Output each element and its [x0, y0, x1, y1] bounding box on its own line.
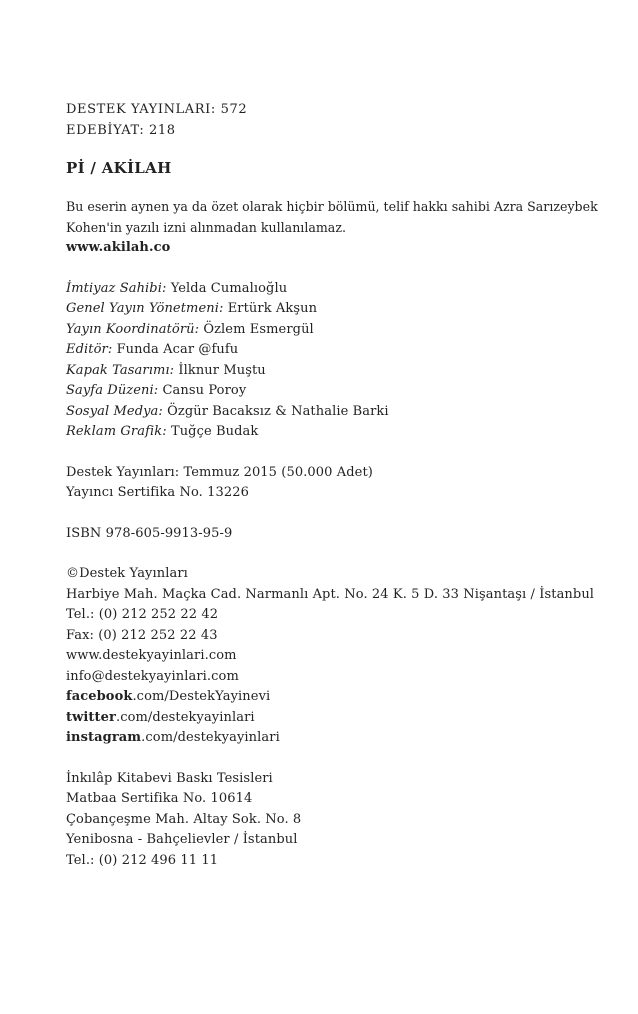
instagram-label: instagram — [66, 730, 142, 745]
credit-person: Özlem Esmergül — [203, 321, 314, 337]
instagram-link[interactable] — [66, 728, 626, 749]
isbn: ISBN 978-605-9913-95-9 — [66, 525, 233, 541]
publisher-contact — [66, 564, 626, 749]
book-title: Pİ / AKİLAH — [66, 159, 172, 177]
printer-certificate: Matbaa Sertifika No. 10614 — [66, 791, 253, 806]
copyright-notice-line-2: Kohen'in yazılı izni alınmadan kullanılamaz. — [66, 219, 346, 235]
credit-role: İmtiyaz Sahibi: — [66, 280, 167, 296]
credit-role: Editör: — [66, 342, 113, 357]
credit-person: Funda Acar @fufu — [116, 342, 239, 357]
credit-role: Genel Yayın Yönetmeni: — [66, 301, 224, 316]
credit-role: Yayın Koordinatörü: — [66, 321, 200, 337]
credit-person: İlknur Muştu — [178, 362, 266, 378]
instagram-path: .com/destekyayinlari — [141, 730, 280, 745]
credit-line — [66, 320, 626, 341]
publisher-name: ©Destek Yayınları — [66, 566, 188, 581]
twitter-label: twitter — [66, 709, 116, 725]
facebook-label: facebook — [66, 689, 133, 704]
series-number: DESTEK YAYINLARI: 572 — [66, 102, 248, 117]
copyright-notice-line-1: Bu eserin aynen ya da özet olarak hiçbir bölümü, telif hakkı sahibi Azra Sarızeybek — [66, 199, 598, 214]
printer-name: İnkılâp Kitabevi Baskı Tesisleri — [66, 770, 273, 786]
publisher-address: Harbiye Mah. Maçka Cad. Narmanlı Apt. No. 24 K. 5 D. 33 Nişantaşı / İstanbul — [66, 586, 595, 602]
credit-role: Sayfa Düzeni: — [66, 383, 159, 398]
credit-line — [66, 340, 626, 361]
credit-line — [66, 422, 626, 443]
credits-list — [66, 279, 626, 443]
credit-person: Cansu Poroy — [162, 383, 247, 398]
credit-role: Kapak Tasarımı: — [66, 362, 175, 378]
publisher-certificate: Yayıncı Sertifika No. 13226 — [66, 485, 249, 500]
credit-person: Özgür Bacaksız & Nathalie Barki — [167, 403, 389, 419]
publisher-email[interactable]: info@destekyayinlari.com — [66, 668, 239, 684]
edition-info: Destek Yayınları: Temmuz 2015 (50.000 Adet) — [66, 464, 373, 480]
facebook-link[interactable] — [66, 687, 626, 708]
twitter-link[interactable] — [66, 708, 626, 729]
printer-address-line-2: Yenibosna - Bahçelievler / İstanbul — [66, 832, 298, 847]
website-link[interactable]: www.akilah.co — [66, 240, 171, 255]
credit-line — [66, 279, 626, 300]
credit-role: Sosyal Medya: — [66, 403, 163, 419]
credit-line — [66, 299, 626, 320]
publisher-fax: Fax: (0) 212 252 22 43 — [66, 627, 218, 643]
credit-line — [66, 381, 626, 402]
publisher-phone: Tel.: (0) 212 252 22 42 — [66, 607, 219, 622]
credit-role: Reklam Grafik: — [66, 424, 167, 439]
credit-person: Yelda Cumalıoğlu — [170, 280, 288, 296]
credit-person: Ertürk Akşun — [227, 301, 318, 316]
printer-phone: Tel.: (0) 212 496 11 11 — [66, 852, 219, 868]
category-number: EDEBİYAT: 218 — [66, 122, 176, 138]
credit-line — [66, 402, 626, 423]
twitter-path: .com/destekyayinlari — [115, 709, 255, 725]
imprint-column — [66, 100, 626, 871]
printer-address-line-1: Çobançeşme Mah. Altay Sok. No. 8 — [66, 811, 302, 827]
facebook-path: .com/DestekYayinevi — [132, 689, 271, 704]
printer-info — [66, 769, 626, 872]
publisher-website[interactable]: www.destekyayinlari.com — [66, 648, 237, 663]
credit-person: Tuğçe Budak — [170, 424, 259, 439]
credit-line — [66, 361, 626, 382]
